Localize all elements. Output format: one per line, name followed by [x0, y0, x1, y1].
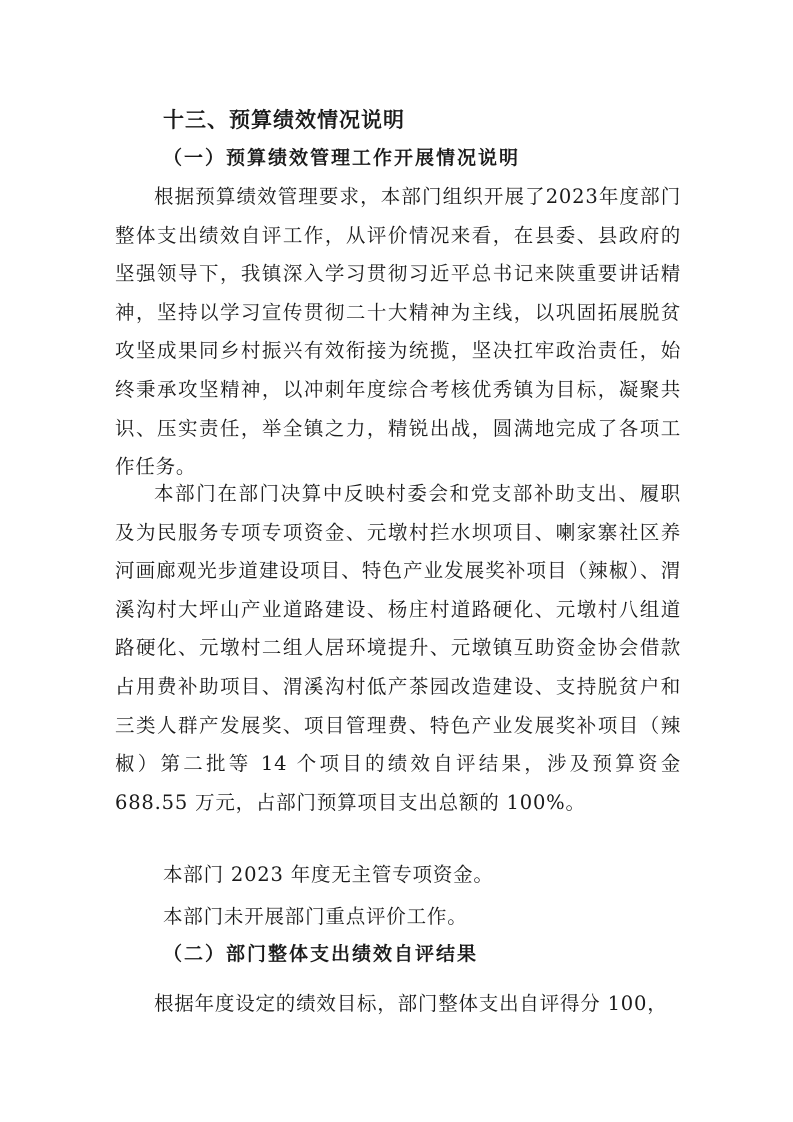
subsection-2-title: （二）部门整体支出绩效自评结果	[163, 943, 479, 965]
line-no-key-evaluation: 本部门未开展部门重点评价工作。	[163, 905, 468, 928]
paragraph-self-evaluation-score: 根据年度设定的绩效目标，部门整体支出自评得分 100，	[154, 992, 668, 1015]
section-title: 十三、预算绩效情况说明	[163, 108, 405, 132]
line-no-special-funds: 本部门 2023 年度无主管专项资金。	[163, 863, 494, 886]
paragraph-evaluation-overview: 根据预算绩效管理要求，本部门组织开展了2023年度部门整体支出绩效自评工作，从评价情况来看，在县委、县政府的坚强领导下，我镇深入学习贯彻习近平总书记来陕重要讲话精神，坚持以学习宣传贯彻二十大精神为主线，以巩固拓展脱贫攻坚成果同乡村振兴有效衔接为统揽，坚决扛牢政治责任，始终秉承攻坚精神，以冲刺年度综合考核优秀镇为目标，凝聚共识、压实责任，举全镇之力，精锐出战，圆满地完成了各项工作任务。	[115, 185, 681, 479]
subsection-1-title: （一）预算绩效管理工作开展情况说明	[163, 147, 521, 169]
paragraph-project-list: 本部门在部门决算中反映村委会和党支部补助支出、履职及为民服务专项专项资金、元墩村拦水坝项目、喇家寨社区养河画廊观光步道建设项目、特色产业发展奖补项目（辣椒）、渭溪沟村大坪山产业道路建设、杨庄村道路硬化、元墩村八组道路硬化、元墩村二组人居环境提升、元墩镇互助资金协会借款占用费补助项目、渭溪沟村低产茶园改造建设、支持脱贫户和三类人群产发展奖、项目管理费、特色产业发展奖补项目（辣椒）第二批等 14 个项目的绩效自评结果，涉及预算资金 688.55 万元，占部门预算项目支出总额的 100%。	[115, 482, 681, 814]
